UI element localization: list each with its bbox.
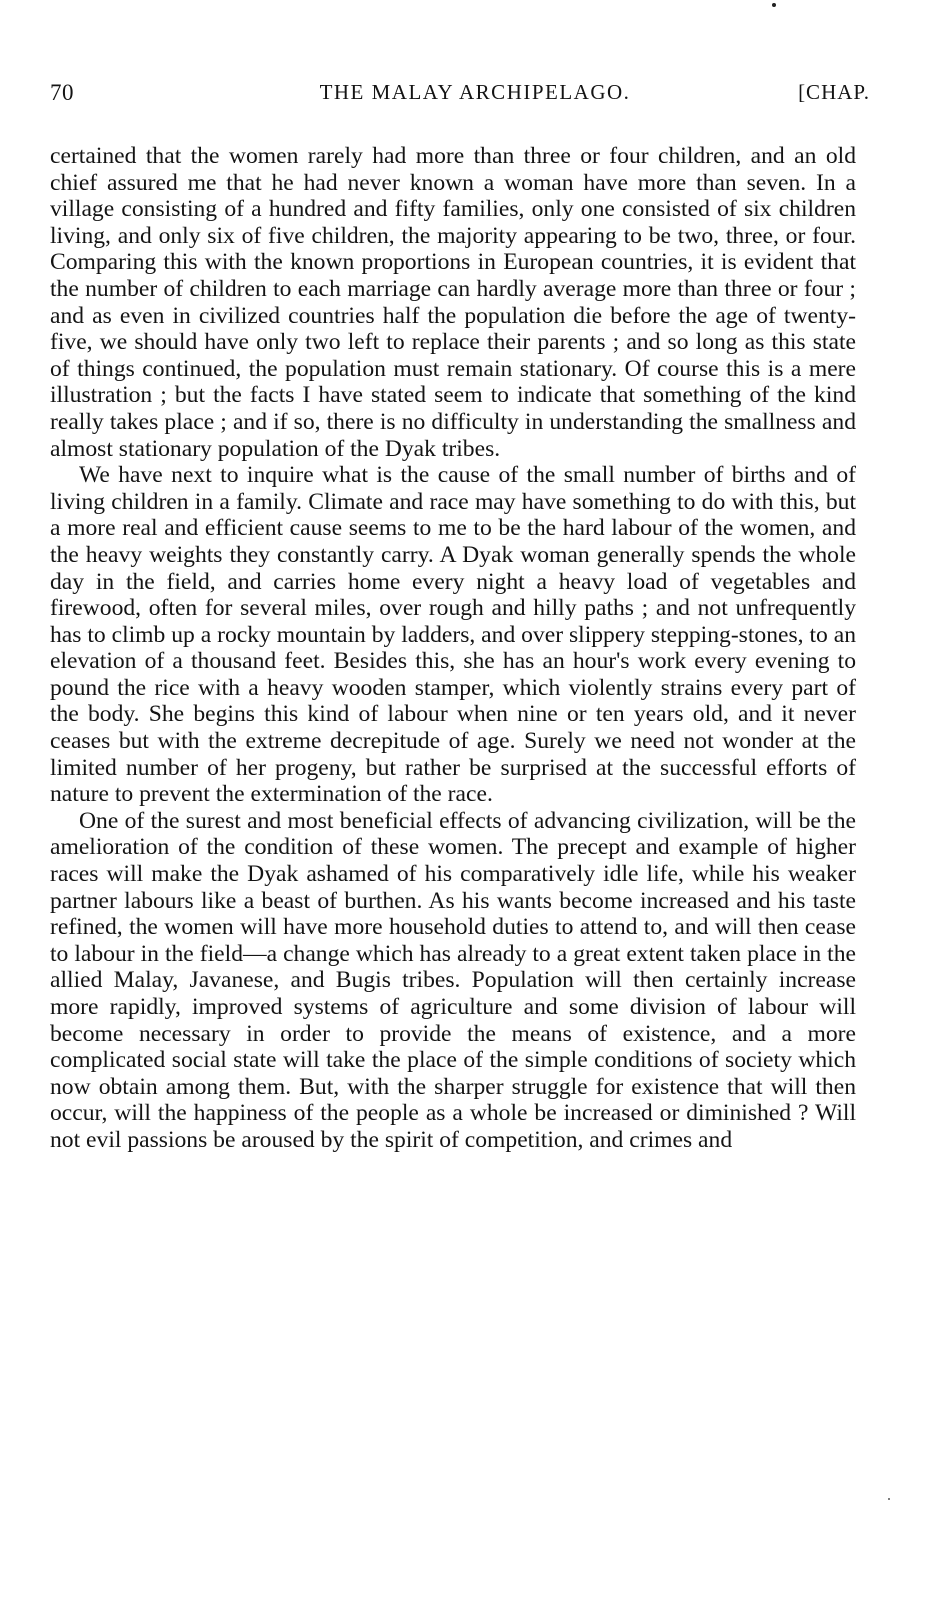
- paragraph: We have next to inquire what is the cause of the small number of births and of living children in a family. Climate and race may have something to do with this, but a more real and efficient cause seems to me to be the hard labour of the women, and the heavy weights they constantly carry. A Dyak woman generally spends the whole day in the field, and carries home every night a heavy load of vegetables and firewood, often for several miles, over rough and hilly paths ; and not unfrequently has to climb up a rocky mountain by ladders, and over slippery stepping-stones, to an elevation of a thousand feet. Besides this, she has an hour's work every evening to pound the rice with a heavy wooden stamper, which violently strains every part of the body. She begins this kind of labour when nine or ten years old, and it never ceases but with the extreme decrepitude of age. Surely we need not wonder at the limited number of her progeny, but rather be surprised at the successful efforts of nature to prevent the extermination of the race.: [50, 462, 856, 808]
- ink-speck: [772, 3, 776, 7]
- paragraph: One of the surest and most beneficial effects of advancing civilization, will be the amelioration of the condition of these women. The precept and example of higher races will make the Dyak ashamed of his comparatively idle life, while his weaker partner labours like a beast of burthen. As his wants become increased and his taste refined, the women will have more household duties to attend to, and will then cease to labour in the field—a change which has already to a great extent taken place in the allied Malay, Javanese, and Bugis tribes. Population will then certainly increase more rapidly, improved systems of agriculture and some division of labour will become necessary in order to provide the means of existence, and a more complicated social state will take the place of the simple conditions of society which now obtain among them. But, with the sharper struggle for existence that will then occur, will the happiness of the people as a whole be increased or diminished ? Will not evil passions be aroused by the spirit of competition, and crimes and: [50, 807, 856, 1153]
- chapter-mark: [CHAP.: [798, 80, 870, 104]
- page-number: 70: [50, 80, 74, 105]
- running-head: [50, 80, 870, 112]
- paragraph-continued: certained that the women rarely had more than three or four children, and an old chief assured me that he had never known a woman have more than seven. In a village consisting of a hundred and fifty families, only one consisted of six children living, and only six of five children, the majority appearing to be two, three, or four. Comparing this with the known proportions in European countries, it is evident that the number of children to each marriage can hardly average more than three or four ; and as even in civilized countries half the population die before the age of twenty-five, we should have only two left to replace their parents ; and so long as this state of things continued, the population must remain stationary. Of course this is a mere illustration ; but the facts I have stated seem to indicate that something of the kind really takes place ; and if so, there is no difficulty in understanding the smallness and almost stationary population of the Dyak tribes.: [50, 143, 856, 462]
- ink-speck: [888, 1498, 890, 1500]
- book-title: THE MALAY ARCHIPELAGO.: [319, 80, 631, 104]
- body-text: [50, 143, 856, 1154]
